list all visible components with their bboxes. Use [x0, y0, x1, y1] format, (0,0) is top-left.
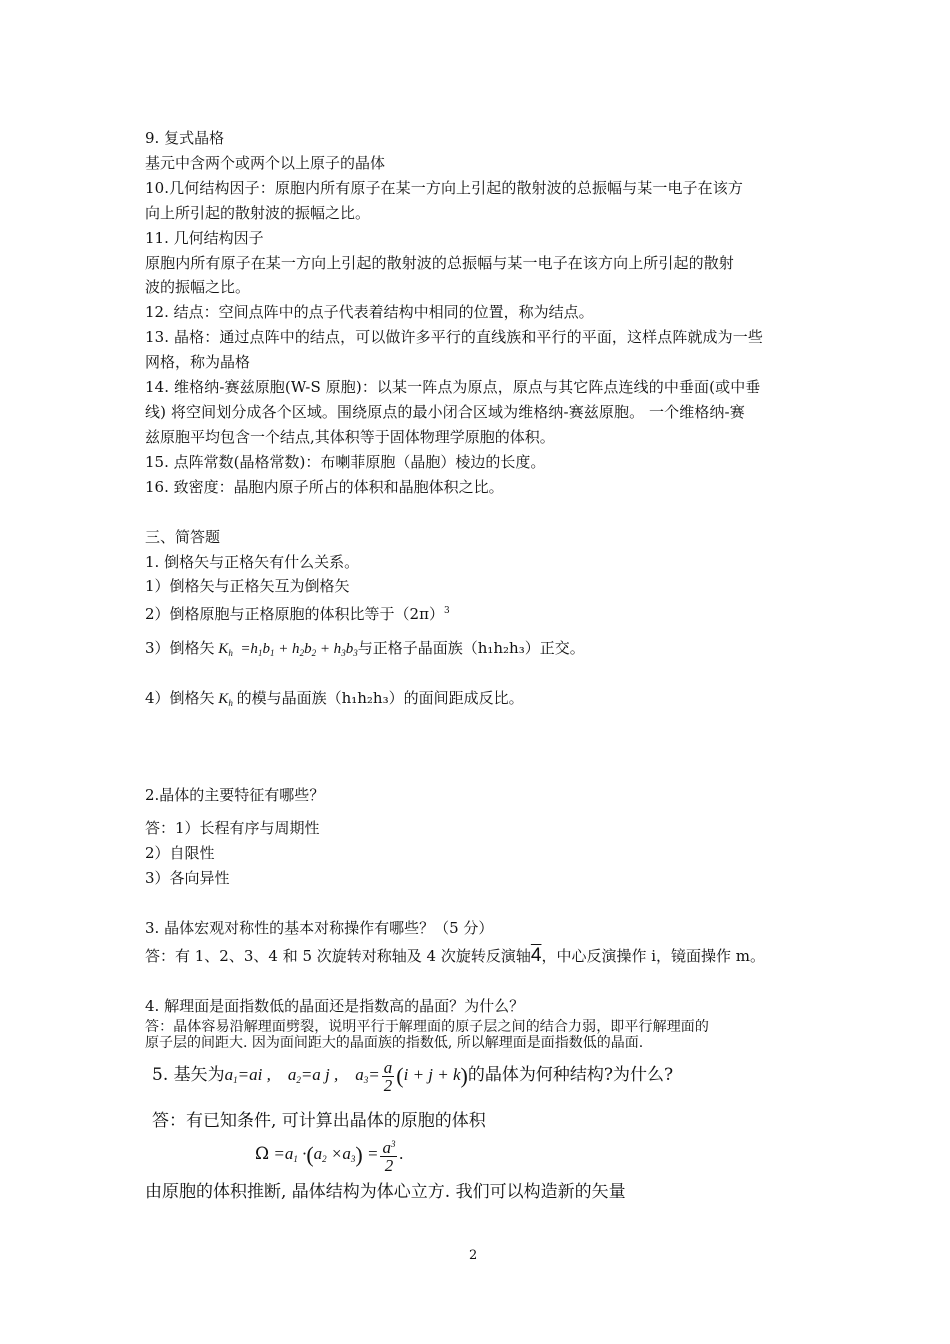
q5-title — [152, 1058, 673, 1097]
q5-answer-1: 答：有已知条件, 可计算出晶体的原胞的体积 — [152, 1111, 486, 1131]
def-11-title: 11. 几何结构因子 — [145, 229, 264, 247]
q2-answer-2: 2）自限性 — [145, 844, 215, 862]
q1-answer-4 — [145, 688, 524, 713]
page-number: 2 — [469, 1248, 478, 1263]
def-11-line2: 波的振幅之比。 — [145, 278, 251, 296]
q1-answer-4-suffix: 的模与晶面族（h₁h₂h₃）的面间距成反比。 — [236, 689, 524, 707]
q1-answer-4-prefix: 4）倒格矢 — [145, 689, 215, 707]
q5-answer-2: 由原胞的体积推断, 晶体结构为体心立方. 我们可以构造新的矢量 — [145, 1182, 626, 1202]
def-10-line1: 10.几何结构因子：原胞内所有原子在某一方向上引起的散射波的总振幅与某一电子在该方 — [145, 179, 743, 197]
q1-answer-3-prefix: 3）倒格矢 — [145, 639, 215, 657]
q1-answer-3-suffix: 与正格子晶面族（h₁h₂h₃）正交。 — [357, 639, 585, 657]
def-14-line1: 14. 维格纳-赛兹原胞(W-S 原胞)：以某一阵点为原点，原点与其它阵点连线的中垂面(或中垂 — [145, 378, 761, 396]
q4-answer-line1: 答：晶体容易沿解理面劈裂，说明平行于解理面的原子层之间的结合力弱，即平行解理面的 — [145, 1019, 709, 1035]
q3-answer-prefix: 答：有 1、2、3、4 和 5 次旋转对称轴及 4 次旋转反演轴 — [145, 947, 531, 965]
q4-title: 4. 解理面是面指数低的晶面还是指数高的晶面？为什么？ — [145, 997, 525, 1015]
def-16: 16. 致密度：晶胞内原子所占的体积和晶胞体积之比。 — [145, 478, 504, 496]
q3-answer — [145, 946, 765, 966]
def-11-line1: 原胞内所有原子在某一方向上引起的散射波的总振幅与某一电子在该方向上所引起的散射 — [145, 254, 734, 272]
def-10-line2: 向上所引起的散射波的振幅之比。 — [145, 204, 371, 222]
q2-title: 2.晶体的主要特征有哪些？ — [145, 786, 325, 804]
q1-title: 1. 倒格矢与正格矢有什么关系。 — [145, 553, 360, 571]
q1-answer-1: 1）倒格矢与正格矢互为倒格矢 — [145, 577, 350, 595]
q1-answer-2-text: 2）倒格原胞与正格原胞的体积比等于（2π） — [145, 605, 444, 623]
q5-prefix: 5. 基矢为 — [152, 1065, 225, 1085]
formula-reciprocal-vector: $K_h =h_1b_1 + h_2b_2 + h_3b_3$ — [214, 641, 358, 658]
omega-symbol: Ω — [255, 1144, 270, 1164]
formula-cell-volume: $\Omega =a_1 \cdot(a_2 \times a_3)$ = $\frac{a^3}{2}$ . — [255, 1138, 404, 1176]
def-9-body: 基元中含两个或两个以上原子的晶体 — [145, 154, 386, 172]
q3-answer-suffix: ，中心反演操作 i，镜面操作 m。 — [541, 947, 766, 965]
q1-answer-2 — [145, 601, 450, 624]
def-14-line2: 线) 将空间划分成各个区域。围绕原点的最小闭合区域为维格纳-赛兹原胞。 一个维格纳-赛 — [145, 403, 745, 421]
def-13-line1: 13. 晶格：通过点阵中的结点，可以做许多平行的直线族和平行的平面，这样点阵就成为一些 — [145, 328, 763, 346]
rotoinversion-axis-symbol: 4 — [530, 945, 542, 966]
def-9-title: 9. 复式晶格 — [145, 129, 225, 147]
def-14-line3: 兹原胞平均包含一个结点,其体积等于固体物理学原胞的体积。 — [145, 428, 555, 446]
q2-answer-1: 答：1）长程有序与周期性 — [145, 819, 320, 837]
formula-basis-vectors: $a_1=ai$ , $a_2=a$ j , $a_3=$ $\frac{a}{2}$ (i + j + k) — [224, 1057, 468, 1095]
q1-answer-3 — [145, 638, 585, 663]
def-13-line2: 网格，称为晶格 — [145, 353, 251, 371]
def-12: 12. 结点：空间点阵中的点子代表着结构中相同的位置，称为结点。 — [145, 303, 594, 321]
formula-kh: $K_h$ — [214, 691, 233, 708]
section-title: 三、简答题 — [145, 528, 221, 546]
q5-suffix: 的晶体为何种结构?为什么? — [467, 1065, 674, 1085]
q3-title: 3. 晶体宏观对称性的基本对称操作有哪些？（5 分） — [145, 919, 494, 937]
def-15: 15. 点阵常数(晶格常数)：布喇菲原胞（晶胞）棱边的长度。 — [145, 453, 546, 471]
q4-answer-line2: 原子层的间距大. 因为面间距大的晶面族的指数低, 所以解理面是面指数低的晶面. — [145, 1035, 644, 1051]
q2-answer-3: 3）各向异性 — [145, 869, 230, 887]
q1-answer-2-exponent: 3 — [443, 606, 450, 616]
